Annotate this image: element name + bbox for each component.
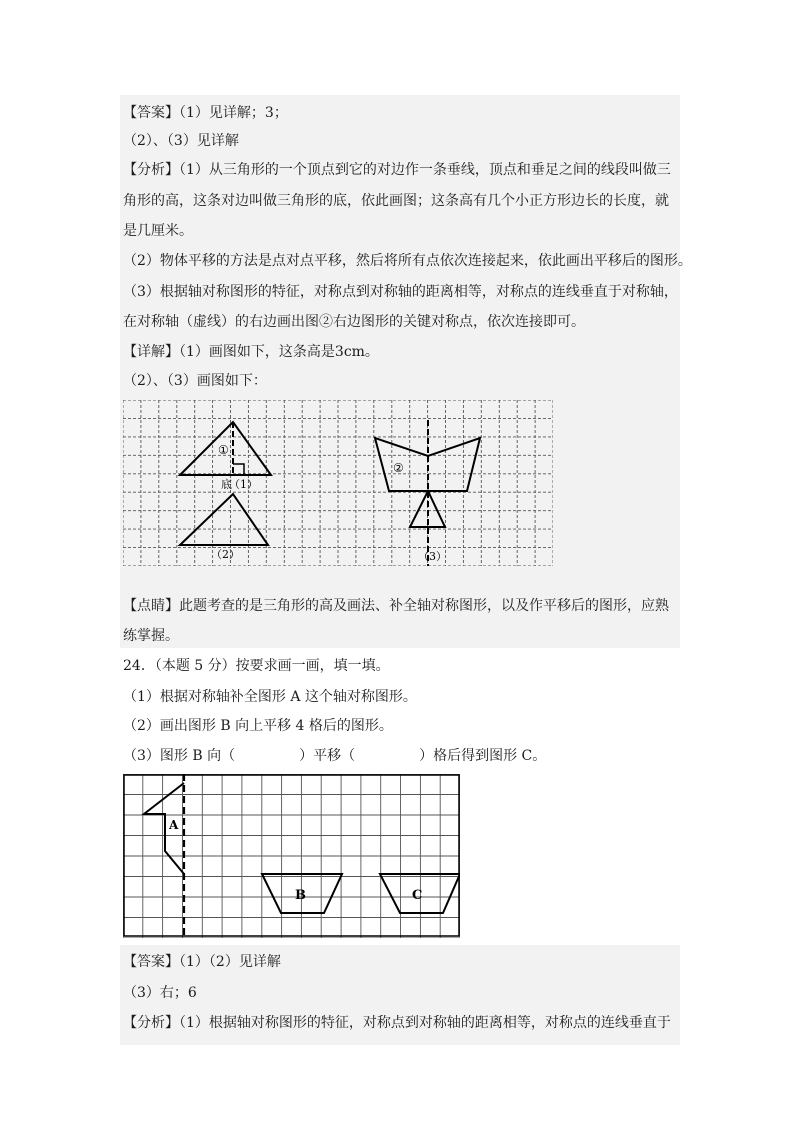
analysis-line: 在对称轴（虚线）的右边画出图②右边图形的关键对称点，依次连接即可。 (123, 314, 585, 330)
circle-label-1: ① (218, 443, 229, 457)
question-item-fill-blank (123, 746, 546, 766)
question-figure (123, 774, 460, 938)
analysis-line: （2）物体平移的方法是点对点平移，然后将所有点依次连接起来，依此画出平移后的图形。 (123, 253, 692, 269)
figure-label-1: （1） (229, 478, 258, 491)
answer-line-2: （3）右；6 (123, 985, 197, 1001)
answer-line: 【答案】（1）见详解；3； (123, 105, 288, 121)
question-item-part: ）格后得到图形 C。 (419, 748, 547, 764)
question-item: （2）画出图形 B 向上平移 4 格后的图形。 (123, 718, 393, 734)
figure-b-label: B (295, 888, 306, 903)
analysis-line: （3）根据轴对称图形的特征，对称点到对称轴的距离相等，对称点的连线垂直于对称轴， (123, 284, 678, 300)
analysis-line: 【分析】（1）根据轴对称图形的特征，对称点到对称轴的距离相等，对称点的连线垂直于 (123, 1015, 671, 1031)
comment-line: 练掌握。 (123, 628, 179, 644)
comment-line: 【点睛】此题考查的是三角形的高及画法、补全轴对称图形，以及作平移后的图形，应熟 (123, 598, 669, 614)
answer-line-2: （2）、（3）见详解 (123, 133, 239, 149)
base-label: 底 (221, 478, 232, 491)
detail-line: 【详解】（1）画图如下，这条高是3cm。 (123, 344, 379, 360)
analysis-line: 是几厘米。 (123, 223, 193, 239)
question-item: （1）根据对称轴补全图形 A 这个轴对称图形。 (123, 689, 417, 705)
detail-line: （2）、（3）画图如下： (123, 373, 267, 389)
question-item-part: （3）图形 B 向（ (123, 748, 236, 764)
question-title: 24．（本题 5 分）按要求画一画，填一填。 (123, 658, 390, 674)
circle-label-2: ② (393, 461, 404, 475)
figure-c-label: C (412, 888, 423, 903)
analysis-line: 角形的高，这条对边叫做三角形的底，依此画图；这条高有几个小正方形边长的长度，就 (123, 193, 669, 209)
question-item-part: ）平移（ (299, 748, 356, 764)
analysis-line: 【分析】（1）从三角形的一个顶点到它的对边作一条垂线，顶点和垂足之间的线段叫做三 (123, 162, 671, 178)
answer-line: 【答案】（1）（2）见详解 (123, 954, 281, 970)
figure-a-label: A (169, 818, 179, 832)
solution-figure (123, 400, 553, 566)
figure-label-3: （3） (418, 550, 447, 563)
figure-label-2: （2） (211, 548, 240, 561)
